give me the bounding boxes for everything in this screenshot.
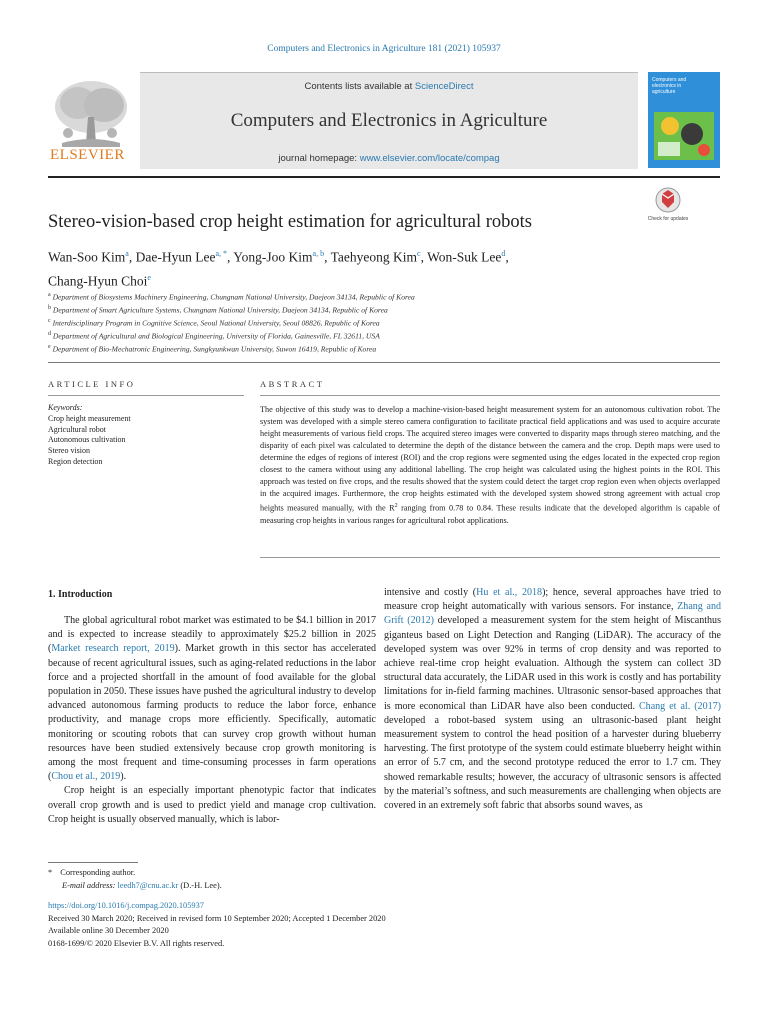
journal-homepage-link[interactable]: www.elsevier.com/locate/compag bbox=[359, 153, 500, 164]
citation-link[interactable]: Chou et al., 2019 bbox=[51, 771, 121, 783]
affiliation-marker: c bbox=[48, 318, 51, 325]
footnote-marker: * bbox=[48, 868, 53, 877]
author-name[interactable]: Dae-Hyun Lee bbox=[135, 249, 216, 265]
body-column-right bbox=[384, 586, 721, 813]
homepage-line bbox=[140, 153, 638, 164]
section-divider bbox=[48, 362, 720, 363]
author-list: Wan-Soo Kim$^a$, Dae-Hyun Lee$^{a, *}$, Yong-Joo Kim$^{a, b}$, Taehyeong Kim$^c$, Won-Suk Lee$^d$, Chang-Hyun Choi$^e$ bbox=[48, 249, 509, 288]
author-affiliation-marker[interactable]: d bbox=[501, 249, 506, 258]
text-run: developed a robot-based system using an ultrasonic-based plant height measurement system to control the head position of a harvester during blueberry harvesting. The first prototype of the system could estimate blueberry height within an error of 5.7 cm, and the second prototype reduced the error to 1.7 cm. They showed remarkable results; however, the accuracy of ultrasonic sensors is affected by the material’s softness, and such measurements are challenging when objects are covered in an extremely soft fabric that absorbs sound waves, as bbox=[384, 714, 721, 812]
footnote-rule bbox=[48, 862, 138, 863]
text-run: ). Market growth in this sector has accelerated because of recent agricultural issues, such as aging-related reductions in the labor force and a projected shortfall in the amount of food available for the global population in 2050. These issues have pushed the agricultural industry to develop advanced autonomous farming products to reduce the labor force, enhance productivity, and manage crops more efficiently. Specifically, automatic monitoring or scouting robots that can survey crop growth without human resources have been studied extensively because crop growth monitoring is among the most frequent and time-consuming processes in farm operations ( bbox=[48, 643, 376, 783]
keyword: Crop height measurement bbox=[48, 413, 131, 423]
author-name[interactable]: Wan-Soo Kim bbox=[48, 249, 126, 265]
affiliation-text: Department of Agricultural and Biological Engineering, University of Florida, Gainesville, FL 32611, USA bbox=[52, 331, 380, 341]
author-affiliation-marker[interactable]: c bbox=[417, 249, 421, 258]
paragraph bbox=[384, 586, 721, 813]
citation-link[interactable]: Zhang and Grift (2012) bbox=[384, 601, 722, 627]
corresponding-author-text: Corresponding author. bbox=[60, 868, 136, 877]
citation-link[interactable]: Hu et al., 2018 bbox=[476, 587, 543, 598]
affiliation-text: Interdisciplinary Program in Cognitive Science, Seoul National University, Seoul 08826, Republic of Korea bbox=[52, 318, 380, 328]
masthead-rule bbox=[48, 176, 720, 178]
affiliation-marker: e bbox=[48, 344, 51, 351]
publication-info bbox=[48, 900, 548, 950]
journal-cover-image bbox=[648, 72, 720, 168]
check-updates-label: Check for updates bbox=[647, 216, 689, 222]
email-label: E-mail address: bbox=[62, 881, 118, 890]
keywords-label: Keywords: bbox=[48, 403, 83, 412]
abstract-text bbox=[260, 404, 720, 527]
contents-prefix: Contents lists available at bbox=[304, 81, 415, 92]
text-run: ); hence, several approaches have tried to measure crop height automatically with various sensors. For instance, bbox=[384, 587, 721, 613]
footnote bbox=[48, 866, 448, 892]
author-affiliation-marker[interactable]: e bbox=[147, 272, 151, 282]
cover-title: Computers and electronics in agriculture bbox=[652, 77, 687, 95]
text-run: developed a measurement system for the stem height of Miscanthus giganteus based on Light Detection and Ranging (LiDAR). The accuracy of the developed system was over 92% in terms of crop density and was reported to achieve real-time crop height evaluation. Although the system can collect 3D structural data accurately, the LiDAR used in this work is costly and has portability limitations for in-field farming machines. Ultrasonic sensor-based approaches that is more economical than LiDAR have also been conducted. bbox=[384, 615, 721, 712]
author-name[interactable]: Taehyeong Kim bbox=[330, 249, 418, 265]
citation-link[interactable]: Market research report, 2019 bbox=[51, 643, 175, 655]
abstract-heading: ABSTRACT bbox=[260, 379, 325, 389]
affiliation bbox=[48, 316, 728, 329]
affiliation bbox=[48, 342, 728, 355]
affiliation-text: Department of Bio-Mechatronic Engineering, Sungkyunkwan University, Suwon 16419, Republic of Korea bbox=[52, 344, 377, 354]
affiliation bbox=[48, 303, 728, 316]
keyword: Region detection bbox=[48, 456, 103, 466]
abstract-bottom-rule bbox=[260, 557, 720, 558]
elsevier-wordmark: ELSEVIER bbox=[50, 147, 125, 163]
corresponding-author-note bbox=[48, 866, 448, 879]
journal-title: Computers and Electronics in Agriculture bbox=[230, 110, 548, 131]
author-affiliation-marker[interactable]: a, b bbox=[312, 249, 325, 258]
affiliation-text: Department of Smart Agriculture Systems, Chungnam National University, Daejeon 34134, Republic of Korea bbox=[52, 305, 388, 315]
email-line bbox=[48, 879, 448, 892]
check-for-updates-badge[interactable] bbox=[647, 186, 689, 232]
doi-link[interactable]: https://doi.org/10.1016/j.compag.2020.105937 bbox=[48, 901, 204, 910]
affiliation bbox=[48, 290, 728, 303]
affiliation-marker: a bbox=[48, 292, 51, 298]
author-affiliation-marker[interactable]: a, * bbox=[215, 249, 228, 258]
abstract-rule bbox=[260, 395, 720, 396]
text-run: ). bbox=[120, 771, 127, 783]
introduction-heading: 1. Introduction bbox=[48, 589, 113, 600]
text-run: intensive and costly ( bbox=[384, 587, 477, 598]
affiliation-text: Department of Biosystems Machinery Engineering, Chungnam National University, Daejeon 34134, Republic of Korea bbox=[52, 292, 415, 302]
keyword: Autonomous cultivation bbox=[48, 435, 126, 445]
author-name[interactable]: Chang-Hyun Choi bbox=[48, 273, 148, 288]
contents-line bbox=[140, 81, 638, 92]
text-run: The global agricultural robot market was estimated to be $4.1 billion in 2017 and is expected to increase steadily to approximately $25.2 billion in 2025 ( bbox=[48, 615, 376, 655]
abstract-body: The objective of this study was to develop a machine-vision-based height measurement system for an autonomous cultivation robot. The system was developed with a simple stereo camera configuration to facilitate practical field applications and was used to acquire accurate height measurements of various field crops. The acquired stereo images were converted to disparity maps through stereo matching, and the disparity of each pixel was calculated to determine the depth of the distance between the camera and the crop. Depth maps were used to determine the edges of regions of interest (ROI) and the crop regions were segmented using the edges located in the expected crop region closest to the camera without using any additional labelling. The crop height was calculated using the highest points in the ROI. This approach was tested on five crops, and the results showed that the system could detect the target crop region even when objects overlapped in the acquired images. Furthermore, the crop heights estimated with the developed system showed strong agreement with actual crop heights measured manually, with the R bbox=[260, 405, 720, 514]
paragraph bbox=[48, 614, 376, 784]
available-online: Available online 30 December 2020 bbox=[48, 926, 169, 935]
journal-info-box bbox=[140, 72, 638, 169]
article-title: Stereo-vision-based crop height estimation for agricultural robots bbox=[48, 212, 532, 232]
received-dates: Received 30 March 2020; Received in revised form 10 September 2020; Accepted 1 December 2020 bbox=[48, 913, 386, 923]
sciencedirect-link[interactable]: ScienceDirect bbox=[414, 81, 474, 92]
keywords-block bbox=[48, 403, 248, 468]
citation-link[interactable]: Chang et al. (2017) bbox=[638, 700, 721, 712]
keyword: Agricultural robot bbox=[48, 424, 106, 434]
author-affiliation-marker[interactable]: a bbox=[125, 249, 129, 258]
author-name[interactable]: Won-Suk Lee bbox=[427, 249, 502, 265]
body-column-left bbox=[48, 614, 376, 827]
affiliation-marker: d bbox=[48, 331, 51, 338]
affiliation-marker: b bbox=[48, 305, 51, 312]
affiliation-list bbox=[48, 290, 728, 355]
paragraph: Crop height is an especially important phenotypic factor that indicates overall crop growth and is used to predict yield and manage crop cultivation. Crop height is usually observed manually, which is labor- bbox=[48, 785, 376, 825]
abstract-body-end: ranging from 0.78 to 0.84. These results indicate that the developed algorithm is capable of measuring crop heights in various ranges for agricultural robot applications. bbox=[260, 504, 720, 526]
email-suffix: (D.-H. Lee). bbox=[178, 881, 222, 890]
article-info-rule bbox=[48, 395, 244, 396]
journal-masthead bbox=[48, 72, 720, 172]
affiliation bbox=[48, 329, 728, 342]
keyword: Stereo vision bbox=[48, 446, 90, 456]
copyright: 0168-1699/© 2020 Elsevier B.V. All rights reserved. bbox=[48, 938, 225, 948]
author-name[interactable]: Yong-Joo Kim bbox=[233, 249, 313, 265]
homepage-prefix: journal homepage: bbox=[278, 153, 360, 164]
running-header[interactable]: Computers and Electronics in Agriculture 181 (2021) 105937 bbox=[267, 44, 501, 54]
email-link[interactable]: leedh7@cnu.ac.kr bbox=[117, 881, 179, 890]
article-info-heading: ARTICLE INFO bbox=[48, 379, 136, 389]
r-squared-superscript: 2 bbox=[394, 503, 398, 510]
